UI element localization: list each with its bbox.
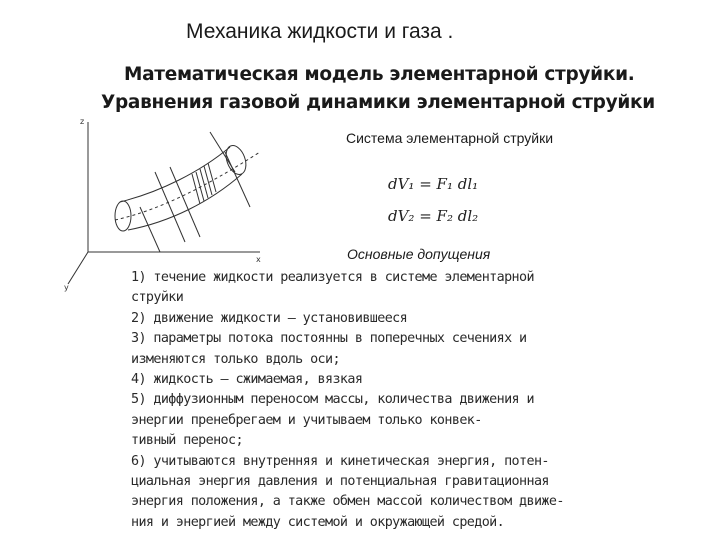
axis-y-label: y	[64, 283, 69, 292]
assumption-line: 3) параметры потока постоянны в поперечных сечениях и	[131, 331, 527, 347]
normal-line-5	[210, 132, 235, 172]
subtitle-model: Математическая модель элементарной струйки.	[124, 64, 635, 85]
assumption-line: энергии пренебрегаем и учитываем только конвек-	[131, 412, 482, 428]
y-axis	[68, 252, 88, 284]
assumption-line: изменяются только вдоль оси;	[131, 351, 340, 367]
normal-line-2	[170, 167, 200, 237]
assumption-line: 1) течение жидкости реализуется в системе элементарной	[131, 270, 534, 285]
normal-line-4	[140, 207, 160, 252]
axis-z-label: z	[80, 117, 85, 126]
assumption-line: ния и энергией между системой и окружающей средой.	[131, 514, 505, 530]
equation-2: dV₂ = F₂ dl₂	[388, 207, 479, 225]
assumption-line: циальная энергия давления и потенциальная гравитационная	[131, 474, 549, 490]
assumption-line: 4) жидкость — сжимаемая, вязкая	[131, 372, 363, 388]
assumption-line: струйки	[131, 290, 184, 306]
axis-x-label: x	[256, 255, 261, 264]
stream-axis	[115, 152, 260, 220]
slide-title: Механика жидкости и газа .	[186, 20, 454, 43]
assumption-line: энергия положения, а также обмен массой количеством движе-	[131, 494, 564, 510]
assumption-line: тивный перенос;	[131, 433, 243, 449]
system-label: Система элементарной струйки	[346, 130, 554, 146]
tube-inlet-section	[115, 201, 131, 231]
tube-top-edge	[120, 147, 230, 202]
equation-1: dV₁ = F₁ dl₁	[388, 175, 479, 193]
assumptions-list	[131, 268, 653, 533]
hatched-element	[192, 163, 216, 204]
assumption-line: 6) учитываются внутренняя и кинетическая энергия, потен-	[131, 453, 549, 469]
assumptions-title: Основные допущения	[347, 246, 491, 262]
assumption-line: 5) диффузионным переносом массы, количества движения и	[131, 392, 534, 408]
subtitle-equations: Уравнения газовой динамики элементарной струйки	[101, 92, 655, 113]
normal-line-1	[155, 172, 185, 242]
assumption-line: 2) движение жидкости — установившееся	[131, 310, 408, 326]
